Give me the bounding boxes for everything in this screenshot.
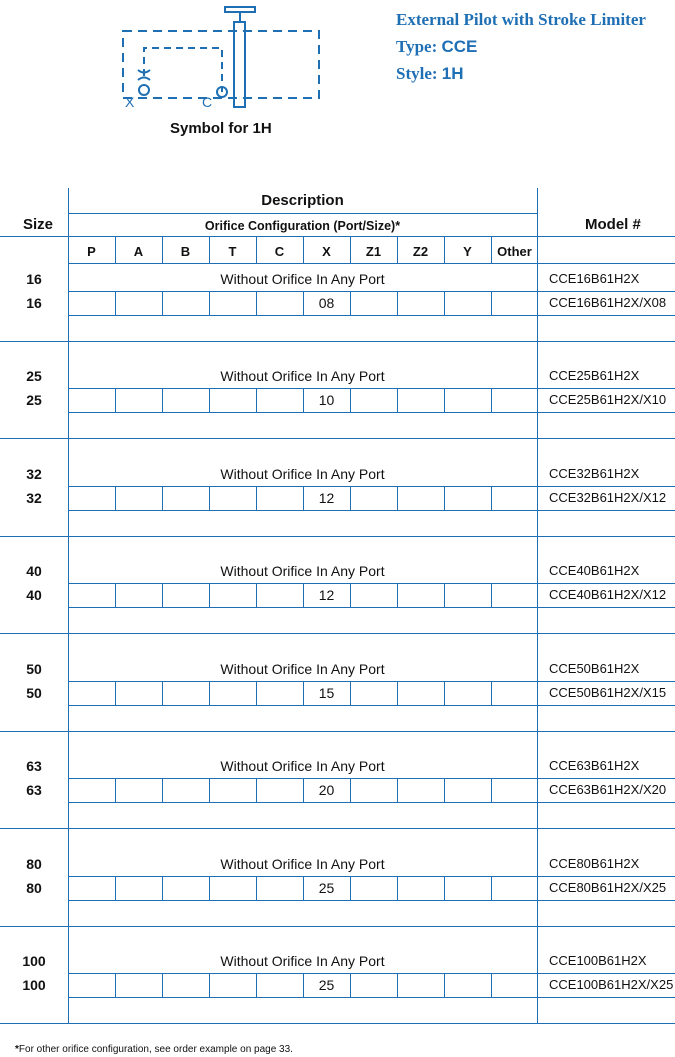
row-divider bbox=[68, 997, 675, 998]
orifice-x-value: 20 bbox=[318, 782, 335, 798]
model-number: CCE25B61H2X bbox=[549, 368, 640, 383]
row-divider bbox=[68, 315, 675, 316]
footnote-text: For other orifice configuration, see order example on page 33. bbox=[18, 1044, 293, 1055]
size-cell: 50 bbox=[26, 684, 42, 701]
port-cell-divider bbox=[397, 583, 398, 607]
port-x-label: X bbox=[125, 94, 135, 110]
port-header: Z1 bbox=[365, 244, 382, 259]
port-cell-divider bbox=[162, 388, 163, 412]
without-orifice-text: Without Orifice In Any Port bbox=[220, 758, 385, 774]
port-cell-divider bbox=[209, 486, 210, 510]
port-cell-divider bbox=[115, 778, 116, 802]
port-header: B bbox=[180, 244, 191, 259]
port-cell-divider bbox=[491, 778, 492, 802]
port-cell-divider bbox=[397, 876, 398, 900]
port-cell-divider bbox=[256, 388, 257, 412]
port-cell-divider bbox=[350, 583, 351, 607]
limiter-handle bbox=[225, 7, 255, 12]
port-c-label: C bbox=[202, 94, 213, 110]
port-cell-divider bbox=[491, 291, 492, 315]
port-header-divider bbox=[350, 237, 351, 264]
group-separator bbox=[0, 438, 675, 439]
port-cell-divider bbox=[350, 778, 351, 802]
footnote-mark: * bbox=[15, 1044, 19, 1055]
port-cell-divider bbox=[256, 291, 257, 315]
port-cell-divider bbox=[303, 486, 304, 510]
row-divider bbox=[68, 583, 675, 584]
port-cell-divider bbox=[303, 778, 304, 802]
size-cell: 80 bbox=[26, 855, 42, 872]
row-divider bbox=[68, 705, 675, 706]
model-number: CCE16B61H2X bbox=[549, 271, 640, 286]
size-cell: 16 bbox=[26, 295, 42, 311]
row-divider bbox=[68, 778, 675, 779]
row-divider bbox=[68, 291, 675, 292]
limiter-rod bbox=[234, 22, 245, 107]
group-separator bbox=[0, 536, 675, 537]
port-cell-divider bbox=[444, 486, 445, 510]
port-cell-divider bbox=[115, 388, 116, 412]
footnote bbox=[15, 1044, 293, 1055]
port-cell-divider bbox=[209, 876, 210, 900]
model-number: CCE32B61H2X/X12 bbox=[549, 489, 667, 505]
size-cell: 63 bbox=[26, 758, 42, 774]
port-header: X bbox=[322, 244, 331, 259]
row-divider bbox=[68, 412, 675, 413]
row-divider bbox=[68, 900, 675, 901]
port-cell-divider bbox=[162, 486, 163, 510]
row-divider bbox=[68, 486, 675, 487]
group-separator bbox=[0, 731, 675, 732]
port-x-circle bbox=[139, 85, 149, 95]
port-cell-divider bbox=[209, 681, 210, 705]
model-number: CCE100B61H2X/X25 bbox=[549, 977, 674, 992]
type-value: CCE bbox=[441, 37, 478, 56]
size-cell: 25 bbox=[26, 368, 42, 384]
port-header-divider bbox=[444, 237, 445, 264]
port-cell-divider bbox=[397, 291, 398, 315]
symbol-caption: Symbol for 1H bbox=[170, 120, 272, 137]
port-cell-divider bbox=[162, 291, 163, 315]
port-cell-divider bbox=[350, 681, 351, 705]
row-divider bbox=[68, 510, 675, 511]
port-cell-divider bbox=[350, 291, 351, 315]
size-cell: 100 bbox=[22, 953, 46, 969]
port-cell-divider bbox=[115, 876, 116, 900]
header-divider bbox=[0, 236, 675, 237]
port-cell-divider bbox=[444, 388, 445, 412]
size-cell: 16 bbox=[26, 271, 42, 287]
model-number: CCE25B61H2X/X10 bbox=[549, 392, 667, 407]
port-cell-divider bbox=[444, 681, 445, 705]
port-header-bottom bbox=[68, 263, 675, 264]
port-cell-divider bbox=[491, 583, 492, 607]
port-cell-divider bbox=[397, 973, 398, 997]
port-header-divider bbox=[162, 237, 163, 264]
model-number: CCE32B61H2X bbox=[549, 465, 640, 481]
group-separator bbox=[0, 341, 675, 342]
model-number: CCE50B61H2X/X15 bbox=[549, 684, 667, 700]
row-divider bbox=[68, 973, 675, 974]
model-number: CCE80B61H2X bbox=[549, 855, 640, 871]
port-cell-divider bbox=[115, 486, 116, 510]
port-cell-divider bbox=[256, 486, 257, 510]
type-line bbox=[396, 37, 477, 57]
port-header-divider bbox=[397, 237, 398, 264]
size-cell: 63 bbox=[26, 782, 42, 798]
port-cell-divider bbox=[256, 778, 257, 802]
orifice-x-value: 15 bbox=[318, 684, 335, 701]
model-number: CCE40B61H2X/X12 bbox=[549, 587, 667, 602]
port-cell-divider bbox=[303, 876, 304, 900]
row-divider bbox=[68, 876, 675, 877]
port-cell-divider bbox=[162, 876, 163, 900]
style-line bbox=[396, 64, 464, 84]
without-orifice-text: Without Orifice In Any Port bbox=[220, 271, 385, 287]
size-cell: 32 bbox=[26, 489, 42, 506]
group-separator bbox=[0, 828, 675, 829]
port-cell-divider bbox=[303, 681, 304, 705]
port-cell-divider bbox=[115, 681, 116, 705]
port-cell-divider bbox=[444, 291, 445, 315]
port-cell-divider bbox=[491, 388, 492, 412]
port-cell-divider bbox=[209, 973, 210, 997]
port-cell-divider bbox=[397, 486, 398, 510]
orifice-x-value: 25 bbox=[318, 879, 335, 896]
size-cell: 25 bbox=[26, 392, 42, 408]
port-cell-divider bbox=[209, 583, 210, 607]
port-cell-divider bbox=[491, 681, 492, 705]
port-cell-divider bbox=[256, 681, 257, 705]
port-cell-divider bbox=[350, 486, 351, 510]
port-cell-divider bbox=[397, 388, 398, 412]
port-header: A bbox=[133, 244, 144, 259]
port-cell-divider bbox=[162, 583, 163, 607]
port-cell-divider bbox=[350, 388, 351, 412]
port-header-divider bbox=[115, 237, 116, 264]
model-number: CCE63B61H2X bbox=[549, 758, 640, 773]
style-label: Style: bbox=[396, 64, 438, 83]
port-cell-divider bbox=[209, 778, 210, 802]
model-header: Model # bbox=[585, 216, 641, 233]
port-header-divider bbox=[256, 237, 257, 264]
port-header: T bbox=[228, 244, 237, 259]
size-cell: 80 bbox=[26, 879, 42, 896]
port-cell-divider bbox=[303, 973, 304, 997]
port-cell-divider bbox=[256, 876, 257, 900]
without-orifice-text: Without Orifice In Any Port bbox=[220, 855, 385, 872]
model-number: CCE63B61H2X/X20 bbox=[549, 782, 667, 797]
group-separator bbox=[0, 926, 675, 927]
style-value: 1H bbox=[441, 64, 464, 83]
document-title: External Pilot with Stroke Limiter bbox=[396, 10, 646, 29]
description-divider bbox=[68, 213, 537, 214]
port-cell-divider bbox=[303, 291, 304, 315]
row-divider bbox=[68, 388, 675, 389]
port-cell-divider bbox=[350, 876, 351, 900]
port-cell-divider bbox=[444, 876, 445, 900]
port-cell-divider bbox=[162, 973, 163, 997]
without-orifice-text: Without Orifice In Any Port bbox=[220, 563, 385, 579]
port-cell-divider bbox=[444, 778, 445, 802]
port-header: Y bbox=[463, 244, 472, 259]
row-divider bbox=[68, 607, 675, 608]
size-cell: 40 bbox=[26, 587, 42, 603]
model-number: CCE100B61H2X bbox=[549, 953, 647, 968]
port-cell-divider bbox=[491, 486, 492, 510]
port-cell-divider bbox=[397, 778, 398, 802]
model-number: CCE80B61H2X/X25 bbox=[549, 879, 667, 895]
orifice-x-value: 12 bbox=[318, 587, 335, 603]
port-cell-divider bbox=[303, 388, 304, 412]
port-cell-divider bbox=[256, 973, 257, 997]
model-number: CCE40B61H2X bbox=[549, 563, 640, 578]
without-orifice-text: Without Orifice In Any Port bbox=[220, 465, 385, 482]
port-cell-divider bbox=[115, 583, 116, 607]
port-cell-divider bbox=[491, 973, 492, 997]
port-cell-divider bbox=[350, 973, 351, 997]
port-cell-divider bbox=[491, 876, 492, 900]
port-cell-divider bbox=[162, 778, 163, 802]
model-number: CCE16B61H2X/X08 bbox=[549, 295, 667, 310]
port-header-divider bbox=[209, 237, 210, 264]
port-cell-divider bbox=[115, 291, 116, 315]
row-divider bbox=[68, 681, 675, 682]
port-cell-divider bbox=[209, 291, 210, 315]
orifice-x-value: 12 bbox=[318, 489, 335, 506]
without-orifice-text: Without Orifice In Any Port bbox=[220, 368, 385, 384]
row-divider bbox=[68, 802, 675, 803]
port-cell-divider bbox=[444, 973, 445, 997]
group-separator bbox=[0, 633, 675, 634]
port-header: Z2 bbox=[412, 244, 429, 259]
model-number: CCE50B61H2X bbox=[549, 660, 640, 676]
pilot-line bbox=[144, 48, 222, 92]
size-header: Size bbox=[23, 216, 54, 233]
size-cell: 100 bbox=[22, 977, 46, 993]
size-cell: 40 bbox=[26, 563, 42, 579]
orifice-x-value: 08 bbox=[318, 295, 335, 311]
port-header: Other bbox=[497, 244, 532, 259]
valve-symbol-diagram bbox=[110, 4, 330, 116]
size-cell: 50 bbox=[26, 660, 42, 677]
port-cell-divider bbox=[162, 681, 163, 705]
port-header: P bbox=[87, 244, 96, 259]
port-cell-divider bbox=[444, 583, 445, 607]
port-cell-divider bbox=[397, 681, 398, 705]
port-cell-divider bbox=[256, 583, 257, 607]
orifice-config-header: Orifice Configuration (Port/Size)* bbox=[204, 219, 401, 233]
size-cell: 32 bbox=[26, 465, 42, 482]
without-orifice-text: Without Orifice In Any Port bbox=[220, 660, 385, 677]
without-orifice-text: Without Orifice In Any Port bbox=[220, 953, 385, 969]
orifice-x-value: 25 bbox=[318, 977, 335, 993]
port-header-divider bbox=[491, 237, 492, 264]
group-separator bbox=[0, 1023, 675, 1024]
port-cell-divider bbox=[303, 583, 304, 607]
port-header: C bbox=[274, 244, 285, 259]
type-label: Type: bbox=[396, 37, 438, 56]
description-header: Description bbox=[261, 192, 344, 209]
port-cell-divider bbox=[209, 388, 210, 412]
port-cell-divider bbox=[115, 973, 116, 997]
orifice-x-value: 10 bbox=[318, 392, 335, 408]
port-header-divider bbox=[303, 237, 304, 264]
